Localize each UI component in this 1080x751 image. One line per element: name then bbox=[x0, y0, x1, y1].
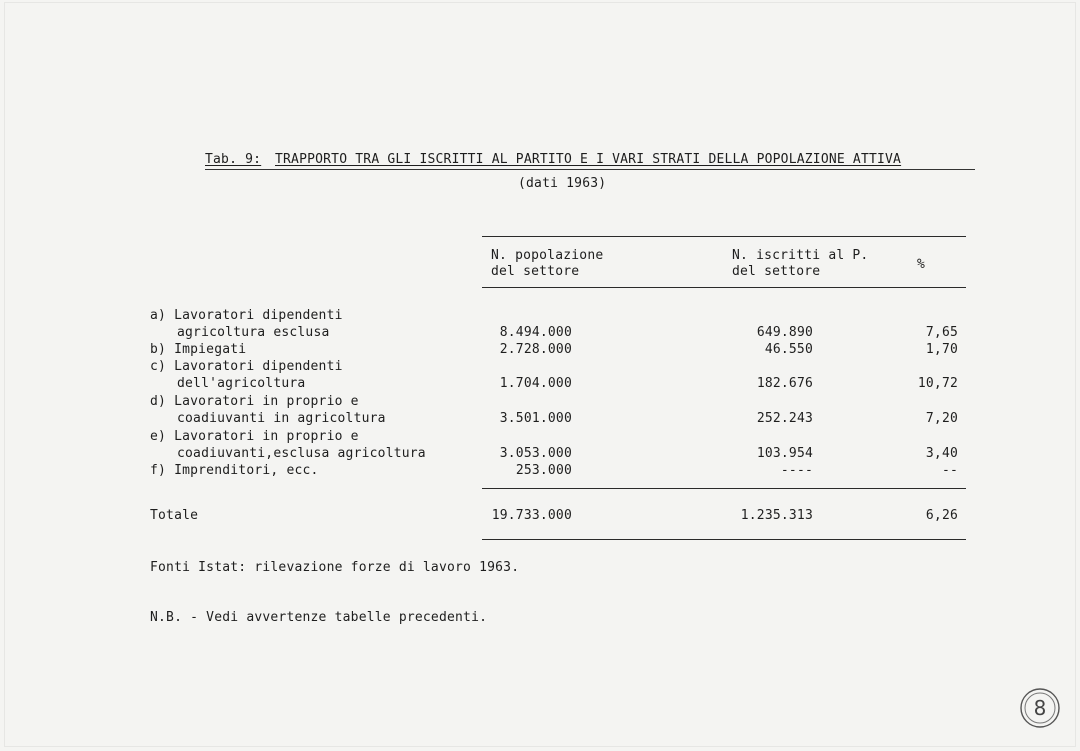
row-d-percent: 7,20 bbox=[925, 411, 958, 426]
row-c-label-1: c) Lavoratori dipendenti bbox=[150, 359, 343, 374]
row-f-members: ---- bbox=[780, 463, 813, 478]
row-d-label-2: coadiuvanti in agricoltura bbox=[177, 411, 386, 426]
row-d-population: 3.501.000 bbox=[499, 411, 572, 426]
row-c-population: 1.704.000 bbox=[499, 376, 572, 391]
header-population-1: N. popolazione bbox=[491, 248, 604, 263]
header-bottom-rule bbox=[482, 287, 966, 288]
row-a-label-2: agricoltura esclusa bbox=[177, 325, 330, 340]
total-bottom-rule bbox=[482, 539, 966, 540]
total-population: 19.733.000 bbox=[491, 508, 572, 523]
row-d-label-1: d) Lavoratori in proprio e bbox=[150, 394, 359, 409]
row-a-label-1: a) Lavoratori dipendenti bbox=[150, 308, 343, 323]
row-b-percent: 1,70 bbox=[925, 342, 958, 357]
row-a-members: 649.890 bbox=[756, 325, 813, 340]
row-b-population: 2.728.000 bbox=[499, 342, 572, 357]
header-members-1: N. iscritti al P. bbox=[732, 248, 869, 263]
row-e-population: 3.053.000 bbox=[499, 446, 572, 461]
row-e-members: 103.954 bbox=[756, 446, 813, 461]
row-d-members: 252.243 bbox=[756, 411, 813, 426]
row-c-label-2: dell'agricoltura bbox=[177, 376, 306, 391]
row-e-percent: 3,40 bbox=[925, 446, 958, 461]
table-title: TRAPPORTO TRA GLI ISCRITTI AL PARTITO E I VARI STRATI DELLA POPOLAZIONE ATTIVA bbox=[275, 152, 902, 167]
row-a-population: 8.494.000 bbox=[499, 325, 572, 340]
row-a-percent: 7,65 bbox=[925, 325, 958, 340]
row-f-percent: -- bbox=[941, 463, 958, 478]
total-members: 1.235.313 bbox=[740, 508, 813, 523]
total-label: Totale bbox=[150, 508, 199, 523]
header-population-2: del settore bbox=[491, 264, 580, 279]
row-b-label-1: b) Impiegati bbox=[150, 342, 247, 357]
total-top-rule bbox=[482, 488, 966, 489]
row-c-percent: 10,72 bbox=[917, 376, 958, 391]
page-stamp-label: 8 bbox=[1033, 696, 1047, 720]
page-stamp-icon bbox=[1018, 686, 1062, 730]
header-members-2: del settore bbox=[732, 264, 821, 279]
header-percent: % bbox=[917, 257, 926, 272]
header-top-rule bbox=[482, 236, 966, 237]
nb-note: N.B. - Vedi avvertenze tabelle precedenti. bbox=[150, 610, 488, 625]
source-note: Fonti Istat: rilevazione forze di lavoro 1963. bbox=[150, 560, 520, 575]
row-b-members: 46.550 bbox=[764, 342, 813, 357]
row-f-label-1: f) Imprenditori, ecc. bbox=[150, 463, 319, 478]
row-e-label-1: e) Lavoratori in proprio e bbox=[150, 429, 359, 444]
title-rule bbox=[205, 169, 975, 170]
total-percent: 6,26 bbox=[925, 508, 958, 523]
row-c-members: 182.676 bbox=[756, 376, 813, 391]
table-subtitle: (dati 1963) bbox=[518, 176, 607, 191]
row-f-population: 253.000 bbox=[515, 463, 572, 478]
row-e-label-2: coadiuvanti,esclusa agricoltura bbox=[177, 446, 426, 461]
table-label: Tab. 9: bbox=[205, 152, 262, 167]
